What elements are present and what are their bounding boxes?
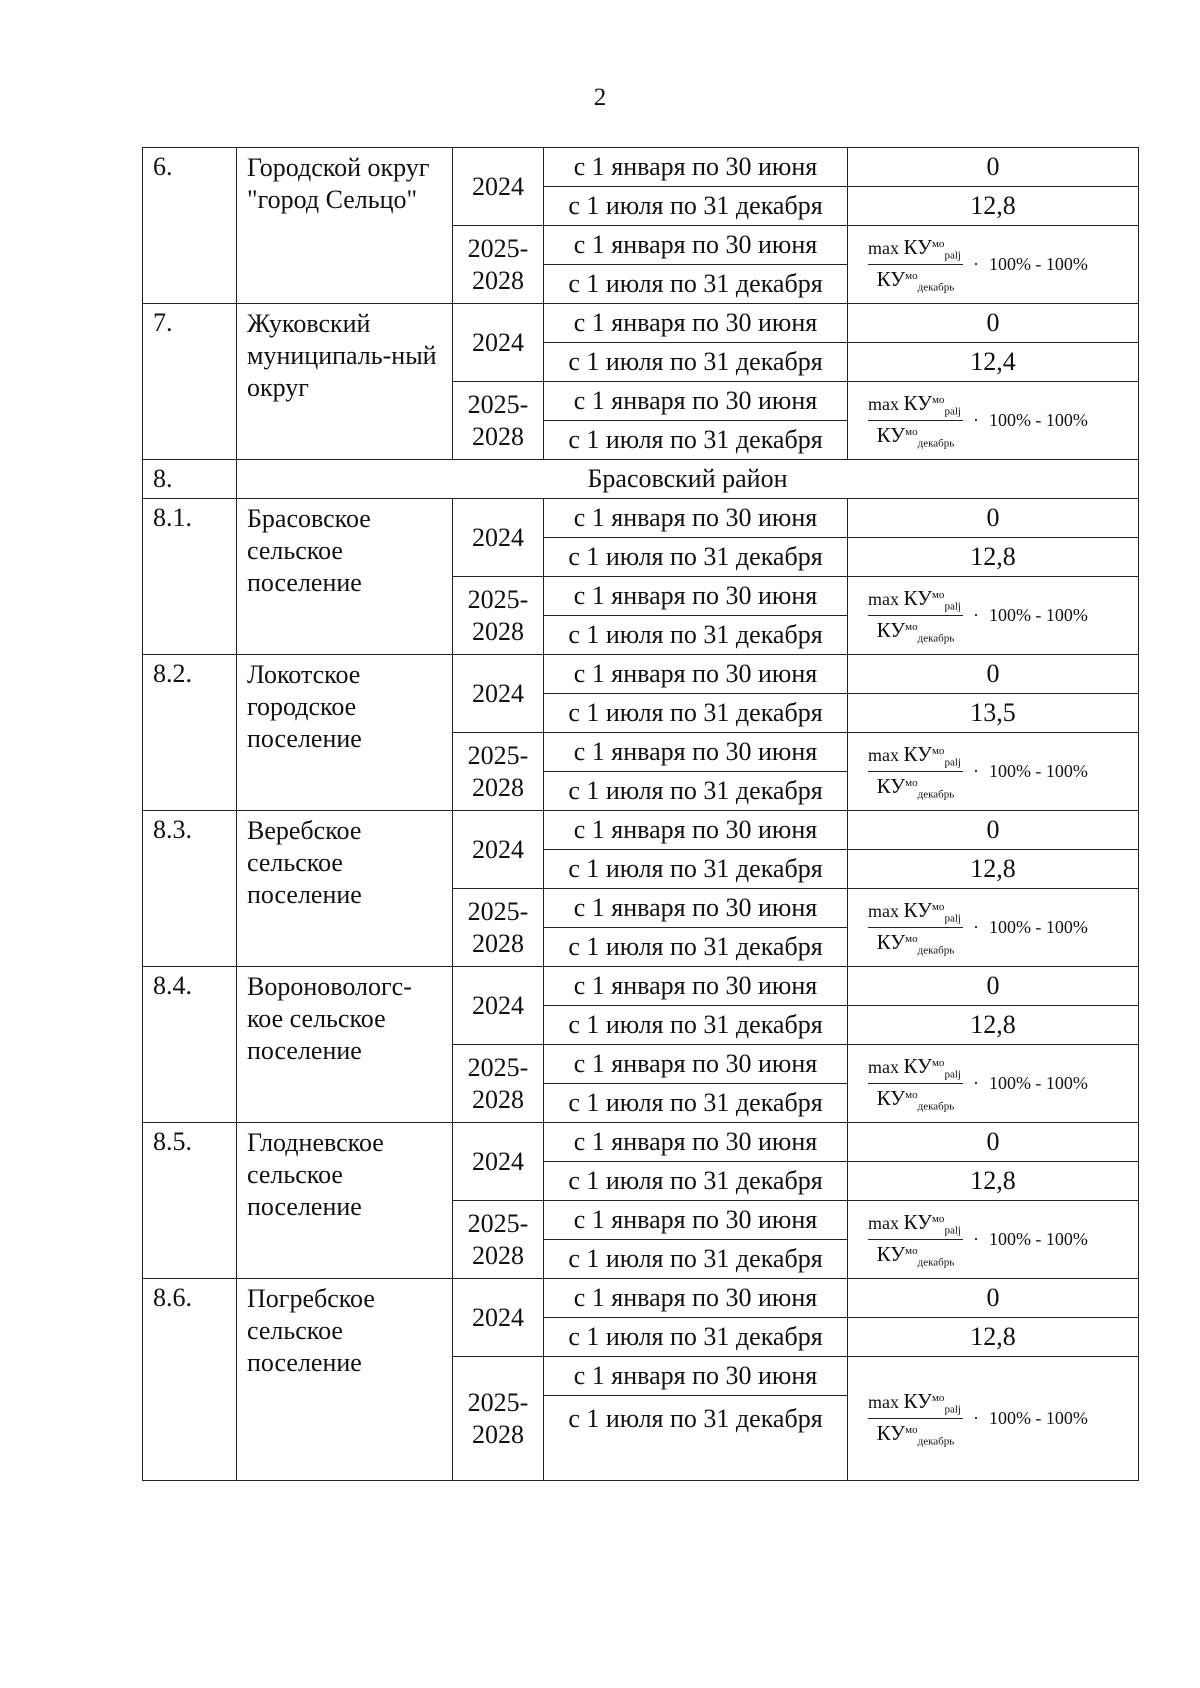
formula-cell — [848, 577, 1139, 655]
period-second-half: с 1 июля по 31 декабря — [544, 1396, 848, 1481]
table-row — [143, 655, 1139, 694]
formula-fraction — [868, 898, 963, 956]
period-second-half: с 1 июля по 31 декабря — [544, 265, 848, 304]
entry-number: 8.2. — [143, 655, 237, 811]
entry-number: 7. — [143, 304, 237, 460]
formula-denominator: $КУ^{мо}_{декабрь}$ — [876, 618, 955, 645]
formula-numerator: $\max КУ^{мо}_{рalj}$ — [868, 1389, 963, 1419]
formula-rest: 100% - 100% — [988, 1073, 1088, 1093]
year-2024: 2024 — [453, 304, 544, 382]
formula-denominator: $КУ^{мо}_{декабрь}$ — [876, 1242, 955, 1269]
year-2024: 2024 — [453, 1279, 544, 1357]
municipality-name: Брасовское сельское поселение — [237, 499, 453, 655]
year-2024: 2024 — [453, 499, 544, 577]
formula-rest: 100% - 100% — [988, 254, 1088, 274]
formula-fraction — [868, 235, 963, 293]
entry-number: 8.6. — [143, 1279, 237, 1481]
formula-rest: 100% - 100% — [988, 917, 1088, 937]
formula-fraction — [868, 742, 963, 800]
table-row — [143, 304, 1139, 343]
period-first-half: с 1 января по 30 июня — [544, 1357, 848, 1396]
formula-denominator: $КУ^{мо}_{декабрь}$ — [876, 774, 955, 801]
section-title: Брасовский район — [237, 460, 1139, 499]
index-formula — [868, 391, 1138, 449]
entry-number: 8.1. — [143, 499, 237, 655]
formula-cell — [848, 1045, 1139, 1123]
period-first-half: с 1 января по 30 июня — [544, 1201, 848, 1240]
table-row — [143, 499, 1139, 538]
period-first-half: с 1 января по 30 июня — [544, 148, 848, 187]
formula-rest: 100% - 100% — [988, 1229, 1088, 1249]
multiply-sign: · — [972, 761, 979, 781]
index-value: 12,4 — [848, 343, 1139, 382]
municipality-name: Погребское сельское поселение — [237, 1279, 453, 1481]
formula-cell — [848, 1201, 1139, 1279]
period-second-half: с 1 июля по 31 декабря — [544, 850, 848, 889]
period-first-half: с 1 января по 30 июня — [544, 889, 848, 928]
period-first-half: с 1 января по 30 июня — [544, 1279, 848, 1318]
formula-numerator: $\max КУ^{мо}_{рalj}$ — [868, 1054, 963, 1084]
index-value: 12,8 — [848, 1006, 1139, 1045]
formula-fraction — [868, 1054, 963, 1112]
section-row — [143, 460, 1139, 499]
entry-number: 8.5. — [143, 1123, 237, 1279]
formula-cell — [848, 889, 1139, 967]
period-second-half: с 1 июля по 31 декабря — [544, 1162, 848, 1201]
multiply-sign: · — [972, 605, 979, 625]
year-range: 2025- 2028 — [453, 382, 544, 460]
index-formula — [868, 898, 1138, 956]
period-second-half: с 1 июля по 31 декабря — [544, 1006, 848, 1045]
entry-number: 6. — [143, 148, 237, 304]
table-row — [143, 967, 1139, 1006]
period-first-half: с 1 января по 30 июня — [544, 733, 848, 772]
index-value: 12,8 — [848, 1162, 1139, 1201]
year-range: 2025- 2028 — [453, 577, 544, 655]
index-value: 0 — [848, 148, 1139, 187]
formula-cell — [848, 1357, 1139, 1481]
index-formula — [868, 1389, 1138, 1447]
year-2024: 2024 — [453, 148, 544, 226]
formula-denominator: $КУ^{мо}_{декабрь}$ — [876, 423, 955, 450]
formula-rest: 100% - 100% — [988, 410, 1088, 430]
period-first-half: с 1 января по 30 июня — [544, 967, 848, 1006]
year-range: 2025- 2028 — [453, 226, 544, 304]
year-range: 2025- 2028 — [453, 1357, 544, 1481]
formula-fraction — [868, 1389, 963, 1447]
year-2024: 2024 — [453, 1123, 544, 1201]
year-2024: 2024 — [453, 967, 544, 1045]
formula-denominator: $КУ^{мо}_{декабрь}$ — [876, 1086, 955, 1113]
municipality-name: Вороновологс-кое сельское поселение — [237, 967, 453, 1123]
year-range: 2025- 2028 — [453, 733, 544, 811]
formula-numerator: $\max КУ^{мо}_{рalj}$ — [868, 391, 963, 421]
formula-numerator: $\max КУ^{мо}_{рalj}$ — [868, 586, 963, 616]
period-second-half: с 1 июля по 31 декабря — [544, 1318, 848, 1357]
section-number: 8. — [143, 460, 237, 499]
period-first-half: с 1 января по 30 июня — [544, 382, 848, 421]
formula-rest: 100% - 100% — [988, 1408, 1088, 1428]
formula-rest: 100% - 100% — [988, 761, 1088, 781]
period-second-half: с 1 июля по 31 декабря — [544, 616, 848, 655]
table-row — [143, 1279, 1139, 1318]
multiply-sign: · — [972, 917, 979, 937]
index-value: 0 — [848, 1123, 1139, 1162]
multiply-sign: · — [972, 1229, 979, 1249]
period-first-half: с 1 января по 30 июня — [544, 1123, 848, 1162]
multiply-sign: · — [972, 410, 979, 430]
index-value: 0 — [848, 499, 1139, 538]
period-second-half: с 1 июля по 31 декабря — [544, 1084, 848, 1123]
municipality-name: Городской округ "город Сельцо" — [237, 148, 453, 304]
year-2024: 2024 — [453, 655, 544, 733]
index-value: 12,8 — [848, 538, 1139, 577]
period-first-half: с 1 января по 30 июня — [544, 226, 848, 265]
period-second-half: с 1 июля по 31 декабря — [544, 1240, 848, 1279]
formula-rest: 100% - 100% — [988, 605, 1088, 625]
formula-fraction — [868, 1210, 963, 1268]
formula-numerator: $\max КУ^{мо}_{рalj}$ — [868, 898, 963, 928]
period-second-half: с 1 июля по 31 декабря — [544, 538, 848, 577]
period-second-half: с 1 июля по 31 декабря — [544, 772, 848, 811]
table-row — [143, 811, 1139, 850]
index-formula — [868, 742, 1138, 800]
period-second-half: с 1 июля по 31 декабря — [544, 343, 848, 382]
period-second-half: с 1 июля по 31 декабря — [544, 421, 848, 460]
index-value: 0 — [848, 967, 1139, 1006]
period-first-half: с 1 января по 30 июня — [544, 577, 848, 616]
table-row — [143, 148, 1139, 187]
page-number: 2 — [593, 84, 607, 111]
formula-fraction — [868, 391, 963, 449]
index-value: 0 — [848, 811, 1139, 850]
municipality-name: Жуковский муниципаль-ный округ — [237, 304, 453, 460]
tariff-table — [142, 147, 1139, 1481]
period-first-half: с 1 января по 30 июня — [544, 1045, 848, 1084]
index-value: 0 — [848, 304, 1139, 343]
year-2024: 2024 — [453, 811, 544, 889]
year-range: 2025- 2028 — [453, 1201, 544, 1279]
index-value: 0 — [848, 1279, 1139, 1318]
year-range: 2025- 2028 — [453, 889, 544, 967]
formula-denominator: $КУ^{мо}_{декабрь}$ — [876, 1421, 955, 1448]
formula-numerator: $\max КУ^{мо}_{рalj}$ — [868, 1210, 963, 1240]
municipality-name: Локотское городское поселение — [237, 655, 453, 811]
index-value: 0 — [848, 655, 1139, 694]
formula-cell — [848, 382, 1139, 460]
entry-number: 8.3. — [143, 811, 237, 967]
formula-numerator: $\max КУ^{мо}_{рalj}$ — [868, 235, 963, 265]
formula-cell — [848, 733, 1139, 811]
index-value: 12,8 — [848, 850, 1139, 889]
period-first-half: с 1 января по 30 июня — [544, 304, 848, 343]
index-value: 13,5 — [848, 694, 1139, 733]
index-formula — [868, 586, 1138, 644]
municipality-name: Веребское сельское поселение — [237, 811, 453, 967]
table-body — [143, 148, 1139, 1481]
formula-denominator: $КУ^{мо}_{декабрь}$ — [876, 267, 955, 294]
multiply-sign: · — [972, 1073, 979, 1093]
multiply-sign: · — [972, 254, 979, 274]
index-formula — [868, 1054, 1138, 1112]
formula-fraction — [868, 586, 963, 644]
index-value: 12,8 — [848, 187, 1139, 226]
period-first-half: с 1 января по 30 июня — [544, 499, 848, 538]
index-formula — [868, 1210, 1138, 1268]
period-second-half: с 1 июля по 31 декабря — [544, 187, 848, 226]
period-first-half: с 1 января по 30 июня — [544, 655, 848, 694]
index-formula — [868, 235, 1138, 293]
year-range: 2025- 2028 — [453, 1045, 544, 1123]
formula-denominator: $КУ^{мо}_{декабрь}$ — [876, 930, 955, 957]
entry-number: 8.4. — [143, 967, 237, 1123]
period-first-half: с 1 января по 30 июня — [544, 811, 848, 850]
table-row — [143, 1123, 1139, 1162]
formula-numerator: $\max КУ^{мо}_{рalj}$ — [868, 742, 963, 772]
formula-cell — [848, 226, 1139, 304]
period-second-half: с 1 июля по 31 декабря — [544, 694, 848, 733]
index-value: 12,8 — [848, 1318, 1139, 1357]
municipality-name: Глодневское сельское поселение — [237, 1123, 453, 1279]
multiply-sign: · — [972, 1408, 979, 1428]
period-second-half: с 1 июля по 31 декабря — [544, 928, 848, 967]
